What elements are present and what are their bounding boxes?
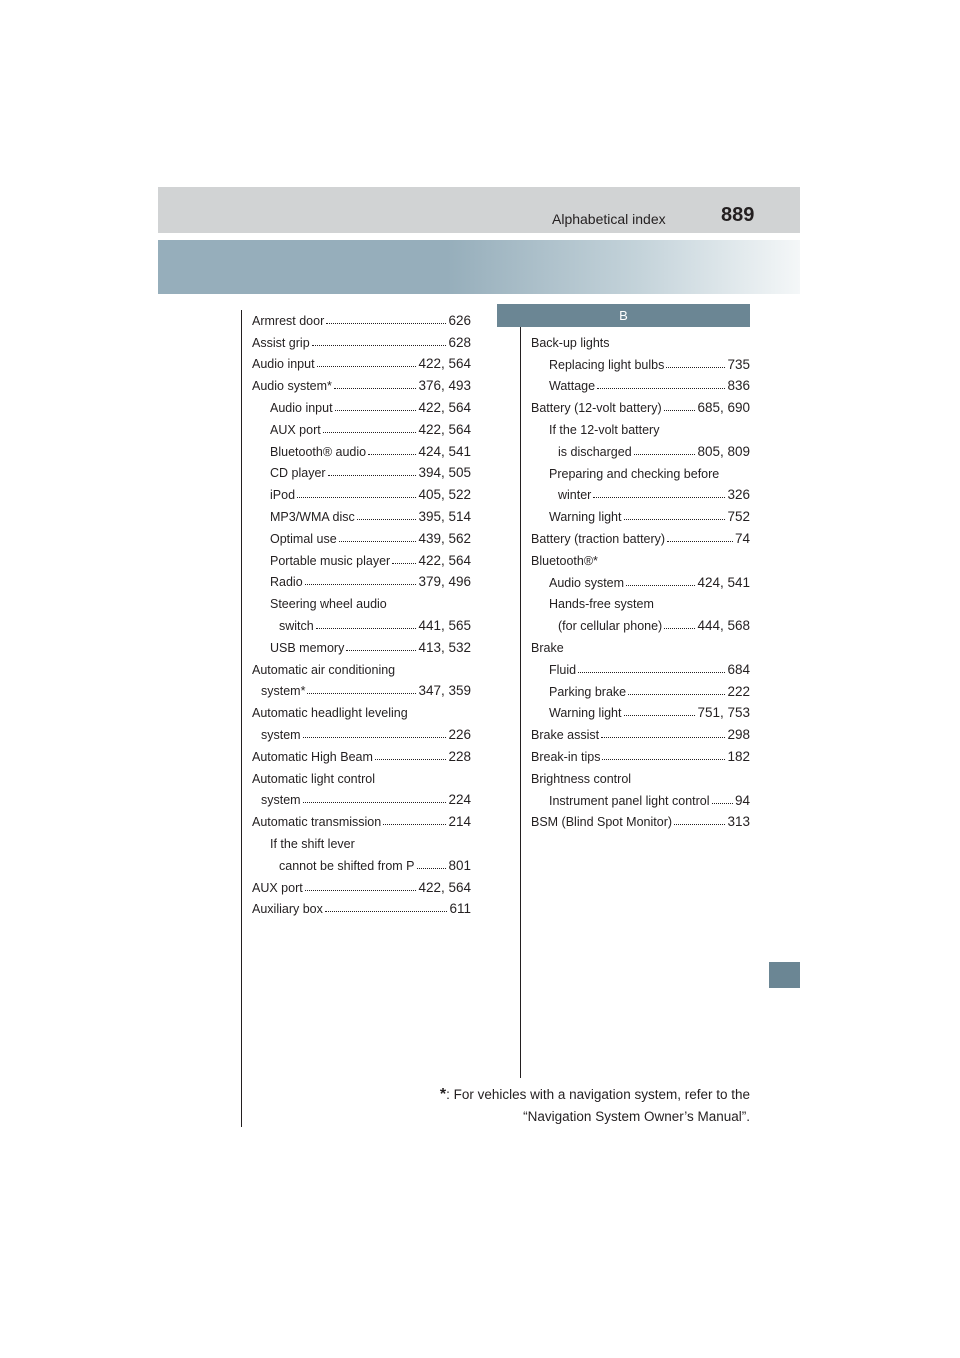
index-term: Bluetooth® audio <box>270 444 367 459</box>
index-term: (for cellular phone) <box>558 619 663 634</box>
index-term: Back-up lights <box>531 335 610 350</box>
index-entry <box>531 393 750 415</box>
index-page-ref: 224 <box>448 792 471 808</box>
index-term: Bluetooth®* <box>531 553 598 568</box>
index-term: system <box>261 727 301 742</box>
index-term: Optimal use <box>270 531 337 546</box>
dot-leader <box>383 824 446 825</box>
index-entry <box>252 524 471 546</box>
dot-leader <box>312 345 447 346</box>
dot-leader <box>335 410 417 411</box>
dot-leader <box>628 694 725 695</box>
index-entry <box>252 546 471 568</box>
index-term: Portable music player <box>270 553 391 568</box>
index-term: Audio input <box>252 357 315 372</box>
dot-leader <box>305 584 417 585</box>
index-term: Brightness control <box>531 771 632 786</box>
dot-leader <box>417 868 447 869</box>
page-title: Alphabetical index <box>552 211 666 227</box>
index-term: Audio system* <box>252 379 332 394</box>
index-term: Warning light <box>549 706 622 721</box>
index-term: USB memory <box>270 640 345 655</box>
index-term: Battery (12-volt battery) <box>531 401 662 416</box>
section-header-b: B <box>497 304 750 327</box>
index-entry <box>252 720 471 742</box>
index-term: Brake <box>531 640 564 655</box>
index-entry <box>252 698 471 720</box>
index-entry <box>252 742 471 764</box>
dot-leader <box>303 737 447 738</box>
index-entry <box>252 851 471 873</box>
dot-leader <box>339 541 417 542</box>
index-page-ref: 379, 496 <box>418 574 471 590</box>
index-entry <box>252 589 471 611</box>
index-page-ref: 395, 514 <box>418 508 471 524</box>
index-page-ref: 422, 564 <box>418 356 471 372</box>
index-page-ref: 326 <box>727 487 750 503</box>
index-entry <box>531 699 750 721</box>
index-term: Armrest door <box>252 313 325 328</box>
index-term: BSM (Blind Spot Monitor) <box>531 815 673 830</box>
index-entry <box>531 633 750 655</box>
margin-rule <box>241 310 242 1127</box>
column-divider <box>520 310 521 1078</box>
index-term: Break-in tips <box>531 749 601 764</box>
index-entry <box>531 655 750 677</box>
dot-leader <box>712 803 733 804</box>
index-entry <box>531 350 750 372</box>
index-page-ref: 394, 505 <box>418 465 471 481</box>
index-entry <box>252 459 471 481</box>
index-page-ref: 182 <box>727 748 750 764</box>
index-term: is discharged <box>558 444 632 459</box>
header-bar <box>158 187 800 233</box>
index-term: winter <box>558 488 592 503</box>
index-page-ref: 422, 564 <box>418 399 471 415</box>
dot-leader <box>664 628 695 629</box>
index-entry <box>531 502 750 524</box>
dot-leader <box>597 388 725 389</box>
chapter-tab <box>769 962 800 988</box>
dot-leader <box>297 497 416 498</box>
index-page-ref: 684 <box>727 661 750 677</box>
footnote-marker: * <box>439 1086 447 1103</box>
footnote-line-2: “Navigation System Owner’s Manual”. <box>523 1109 750 1124</box>
index-entry <box>252 371 471 393</box>
dot-leader <box>674 824 725 825</box>
dot-leader <box>392 563 416 564</box>
index-page-ref: 735 <box>727 356 750 372</box>
index-page-ref: 94 <box>734 792 750 808</box>
index-page-ref: 422, 564 <box>418 421 471 437</box>
index-entry <box>531 481 750 503</box>
index-entry <box>252 350 471 372</box>
index-term: CD player <box>270 466 326 481</box>
dot-leader <box>602 759 725 760</box>
dot-leader <box>624 715 696 716</box>
index-page-ref: 74 <box>734 530 750 546</box>
index-term: If the shift lever <box>270 836 355 851</box>
index-page-ref: 628 <box>448 334 471 350</box>
dot-leader <box>328 475 417 476</box>
index-column-left <box>252 306 471 916</box>
index-term: Wattage <box>549 379 596 394</box>
index-term: system <box>261 793 301 808</box>
footnote <box>440 1084 750 1128</box>
index-term: Preparing and checking before <box>549 466 720 481</box>
index-page-ref: 214 <box>448 814 471 830</box>
index-entry <box>252 677 471 699</box>
index-term: If the 12-volt battery <box>549 422 660 437</box>
index-entry <box>252 807 471 829</box>
index-page-ref: 752 <box>727 509 750 525</box>
index-page-ref: 405, 522 <box>418 487 471 503</box>
index-term: Brake assist <box>531 728 600 743</box>
index-page-ref: 228 <box>448 748 471 764</box>
index-entry <box>531 372 750 394</box>
index-entry <box>531 590 750 612</box>
index-term: Automatic air conditioning <box>252 662 396 677</box>
index-entry <box>252 328 471 350</box>
index-term: Audio system <box>549 575 625 590</box>
footnote-line-1: : For vehicles with a navigation system, refer to the <box>446 1087 750 1102</box>
index-entry <box>252 393 471 415</box>
index-entry <box>252 829 471 851</box>
dot-leader <box>666 367 725 368</box>
index-entry <box>531 764 750 786</box>
dot-leader <box>305 890 417 891</box>
dot-leader <box>593 497 725 498</box>
index-entry <box>531 786 750 808</box>
index-entry <box>252 633 471 655</box>
index-page-ref: 611 <box>449 901 471 917</box>
index-entry <box>252 568 471 590</box>
index-term: Radio <box>270 575 303 590</box>
index-entry <box>531 720 750 742</box>
index-page-ref: 376, 493 <box>418 378 471 394</box>
dot-leader <box>634 454 696 455</box>
dot-leader <box>368 454 416 455</box>
index-entry <box>531 742 750 764</box>
index-page-ref: 313 <box>727 814 750 830</box>
index-column-right <box>531 328 750 829</box>
index-page-ref: 441, 565 <box>418 617 471 633</box>
dot-leader <box>326 323 446 324</box>
index-page-ref: 801 <box>448 857 471 873</box>
index-term: Assist grip <box>252 335 310 350</box>
dot-leader <box>664 410 696 411</box>
index-page-ref: 347, 359 <box>418 683 471 699</box>
dot-leader <box>346 650 416 651</box>
page-number: 889 <box>721 204 755 226</box>
dot-leader <box>626 585 695 586</box>
index-term: Automatic High Beam <box>252 749 373 764</box>
index-entry <box>531 546 750 568</box>
index-entry <box>531 611 750 633</box>
index-entry <box>531 524 750 546</box>
index-term: Automatic headlight leveling <box>252 706 408 721</box>
index-entry <box>531 437 750 459</box>
index-page-ref: 226 <box>448 726 471 742</box>
dot-leader <box>624 519 726 520</box>
index-term: MP3/WMA disc <box>270 509 355 524</box>
dot-leader <box>357 519 417 520</box>
dot-leader <box>601 737 725 738</box>
index-entry <box>531 459 750 481</box>
index-term: AUX port <box>252 880 303 895</box>
dot-leader <box>375 759 447 760</box>
index-page-ref: 626 <box>448 312 471 328</box>
dot-leader <box>303 802 447 803</box>
index-page-ref: 444, 568 <box>697 618 750 634</box>
index-entry <box>252 786 471 808</box>
index-entry <box>531 808 750 830</box>
index-page-ref: 805, 809 <box>697 443 750 459</box>
index-entry <box>531 415 750 437</box>
index-entry <box>252 415 471 437</box>
index-page-ref: 413, 532 <box>418 639 471 655</box>
index-term: Steering wheel audio <box>270 597 387 612</box>
dot-leader <box>307 693 416 694</box>
dot-leader <box>317 366 417 367</box>
index-term: switch <box>279 618 314 633</box>
index-page-ref: 424, 541 <box>697 574 750 590</box>
index-entry <box>531 568 750 590</box>
index-entry <box>252 895 471 917</box>
index-entry <box>531 328 750 350</box>
index-page-ref: 422, 564 <box>418 879 471 895</box>
header-gradient-band <box>158 240 800 294</box>
index-term: Hands-free system <box>549 597 654 612</box>
dot-leader <box>334 388 417 389</box>
index-term: iPod <box>270 488 296 503</box>
index-term: Audio input <box>270 400 333 415</box>
index-term: cannot be shifted from P <box>279 858 415 873</box>
index-term: AUX port <box>270 422 321 437</box>
index-entry <box>252 306 471 328</box>
index-entry <box>252 611 471 633</box>
index-term: system* <box>261 684 306 699</box>
index-page-ref: 298 <box>727 727 750 743</box>
index-entry <box>252 502 471 524</box>
index-entry <box>252 873 471 895</box>
index-entry <box>252 437 471 459</box>
index-term: Warning light <box>549 510 622 525</box>
index-entry <box>252 764 471 786</box>
index-term: Replacing light bulbs <box>549 357 665 372</box>
index-page-ref: 422, 564 <box>418 552 471 568</box>
dot-leader <box>323 432 417 433</box>
dot-leader <box>578 672 725 673</box>
index-page-ref: 424, 541 <box>418 443 471 459</box>
index-term: Parking brake <box>549 684 627 699</box>
index-page-ref: 439, 562 <box>418 530 471 546</box>
index-entry <box>531 677 750 699</box>
index-page-ref: 836 <box>727 378 750 394</box>
dot-leader <box>316 628 417 629</box>
index-term: Automatic transmission <box>252 815 382 830</box>
index-term: Automatic light control <box>252 771 375 786</box>
index-page-ref: 222 <box>727 683 750 699</box>
index-page-ref: 685, 690 <box>697 400 750 416</box>
index-page-ref: 751, 753 <box>697 705 750 721</box>
dot-leader <box>325 911 448 912</box>
dot-leader <box>667 541 733 542</box>
index-term: Battery (traction battery) <box>531 531 666 546</box>
index-entry <box>252 480 471 502</box>
index-term: Auxiliary box <box>252 902 323 917</box>
index-term: Instrument panel light control <box>549 793 710 808</box>
index-entry <box>252 655 471 677</box>
index-term: Fluid <box>549 662 577 677</box>
